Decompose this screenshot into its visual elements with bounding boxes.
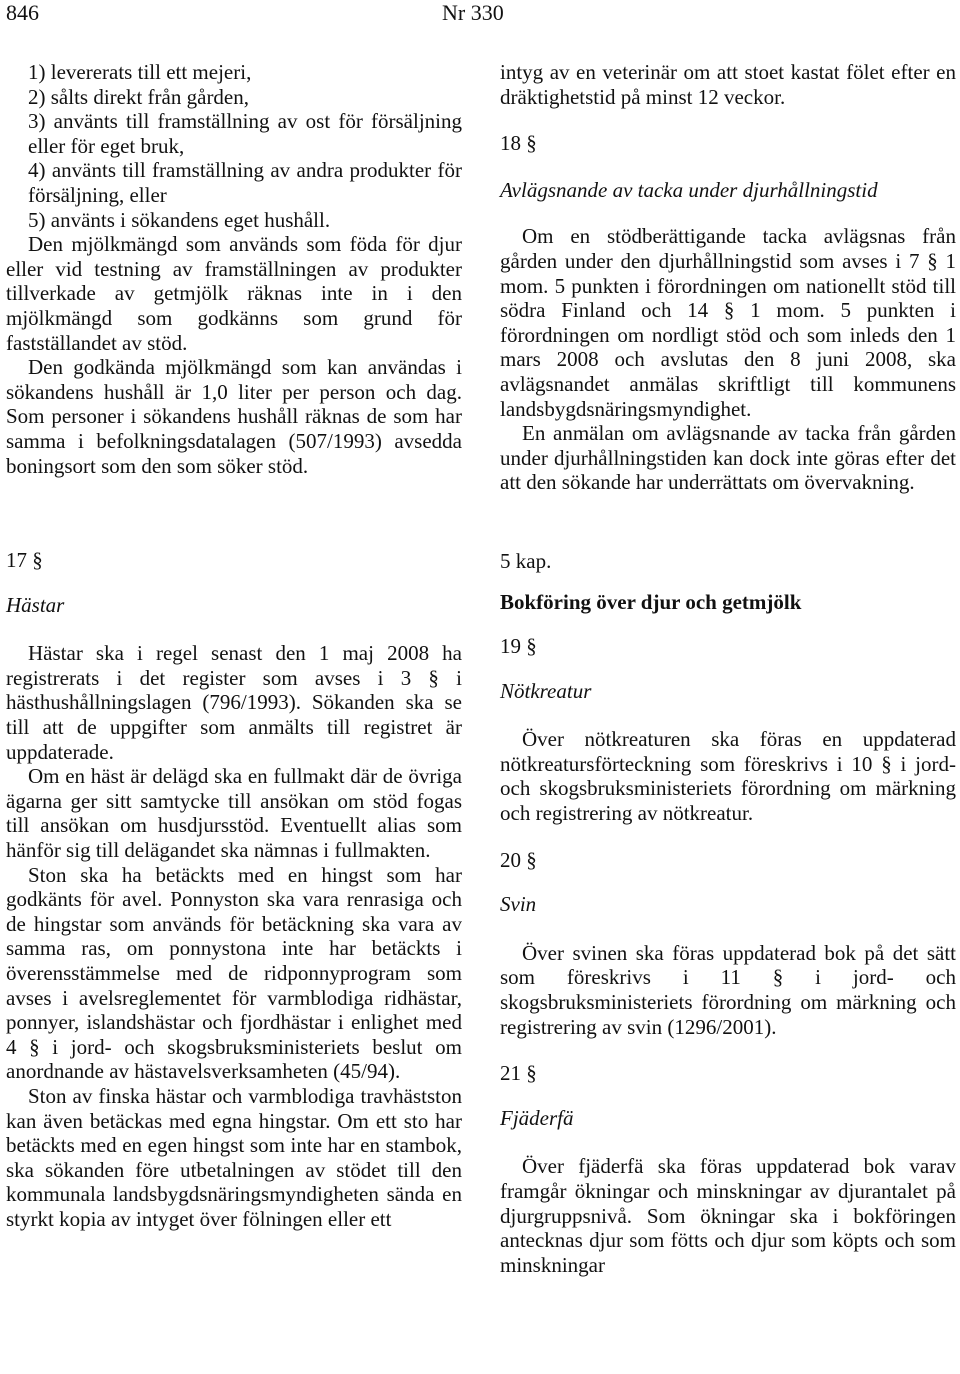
paragraph: Den godkända mjölkmängd som kan användas i sökandens hushåll är 1,0 liter per person och dag. Som personer i sökandens hushåll räknas de som har samma i befolkningsdatalagen (507/1993) avsedda boningsort som den som söker stöd. xyxy=(6,355,462,478)
section-title: Fjäderfä xyxy=(500,1105,574,1130)
list-item: 4) använts till framställning av andra produkter för försäljning, eller xyxy=(28,158,462,207)
paragraph: Över svinen ska föras uppdaterad bok på det sätt som föreskrivs i 11 § i jord- och skogsbruksministeriets förordning om märkning och registrering av svin (1296/2001). xyxy=(500,940,956,1039)
paragraph: Hästar ska i regel senast den 1 maj 2008 ha registrerats i det register som avses i 3 § i hästhushållningslagen (796/1993). Sökanden ska se till att de uppgifter som anmälts till registret är uppdaterade. xyxy=(6,641,462,764)
document-number: Nr 330 xyxy=(442,0,504,25)
section-number: 18 § xyxy=(500,131,537,156)
paragraph: Den mjölkmängd som används som föda för djur eller vid testning av framställningen av produkter tillverkade av getmjölk räknas inte in i den mjölkmängd som godkänns som grund för fastställandet av stöd. xyxy=(6,232,462,355)
paragraph: Ston ska ha betäckts med en hingst som har godkänts för avel. Ponnyston ska vara renrasiga och de hingstar som används för betäckning ska vara av samma ras, om ponnystona inte har betäckts i överensstämmelse med de ridponnyprogram som avses i avelsreglementet för varmblodiga ridhästar, ponnyer, islandshästar och fjordhästar i enlighet med 4 § i jord- och skogsbruksministeriets beslut om anordnande av hästavelsverksamheten (45/94). xyxy=(6,862,462,1084)
section-title: Hästar xyxy=(6,592,65,617)
chapter-title: Bokföring över djur och getmjölk xyxy=(500,589,802,614)
section-number: 20 § xyxy=(500,847,537,872)
paragraph: Över nötkreaturen ska föras en uppdaterad nötkreatursförteckning som föreskrivs i 10 § i jord- och skogsbruksministeriets förordning om märkning och registrering av nötkreatur. xyxy=(500,727,956,826)
section-number: 17 § xyxy=(6,548,43,573)
paragraph: Över fjäderfä ska föras uppdaterad bok varav framgår ökningar och minskningar av djurantalet på djurgruppsnivå. Som ökningar ska i bokföringen antecknas djur som fötts och djur som köpts och som minskningar xyxy=(500,1154,956,1277)
paragraph: Om en häst är delägd ska en fullmakt där de övriga ägarna ger sitt samtycke till ansökan om stöd fogas till ansökan om husdjursstöd. Eventuellt alias som hänför sig till delägandet ska nämnas i fullmakten. xyxy=(6,764,462,863)
chapter-number: 5 kap. xyxy=(500,548,552,573)
page-number: 846 xyxy=(6,0,39,25)
right-column xyxy=(500,60,956,1277)
list-item: 5) använts i sökandens eget hushåll. xyxy=(28,207,331,232)
paragraph: En anmälan om avlägsnande av tacka från gården under djurhållningstiden kan dock inte göras efter det att den sökande har underrättats om övervakning. xyxy=(500,421,956,495)
section-title: Nötkreatur xyxy=(500,678,592,703)
list-item: 1) levererats till ett mejeri, xyxy=(28,60,252,84)
section-title: Svin xyxy=(500,892,537,917)
paragraph: Ston av finska hästar och varmblodiga travhästston kan även betäckas med egna hingstar. Om ett sto har betäckts med en egen hingst som inte har en stambok, ska sökanden före utbetalningen av stödet till den kommunala landsbygdsnäringsmyndigheten sända en styrkt kopia av intyget över fölningen eller ett xyxy=(6,1083,462,1231)
section-number: 21 § xyxy=(500,1061,537,1086)
list-item: 3) använts till framställning av ost för försäljning eller för eget bruk, xyxy=(28,109,462,158)
paragraph: Om en stödberättigande tacka avlägsnas från gården under den djurhållningstid som avses i 7 § 1 mom. 5 punkten i förordningen om nationellt stöd till södra Finland och 14 § 1 mom. 5 punkten i förordningen om nordligt stöd och som inleds den 1 mars 2008 och avslutas den 8 juni 2008, ska avlägsnandet anmälas skriftligt till kommunens landsbygdsnäringsmyndighet. xyxy=(500,224,956,421)
section-number: 19 § xyxy=(500,634,537,659)
left-column xyxy=(6,60,462,1232)
paragraph: intyg av en veterinär om att stoet kastat fölet efter en dräktighetstid på minst 12 veckor. xyxy=(500,60,956,109)
section-title: Avlägsnande av tacka under djurhållningstid xyxy=(500,177,878,202)
list-item: 2) sålts direkt från gården, xyxy=(28,84,250,109)
